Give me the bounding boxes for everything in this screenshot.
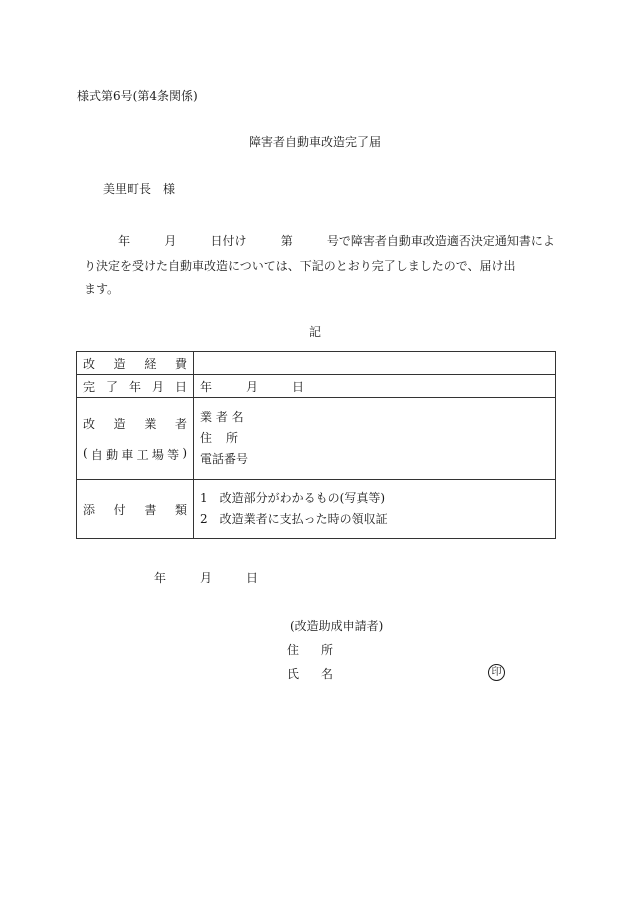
applicant-name-label [287,668,333,680]
label-char: 場 [151,447,164,462]
label-char: 等 [167,447,180,462]
notice-year: 年 [118,234,131,248]
label-char: 住 [287,643,300,657]
attachments-label [77,480,194,539]
label-char: 造 [113,416,126,431]
label-char: 所 [320,643,333,657]
table-row-cost [77,352,556,375]
table-row-contractor [77,398,556,480]
completion-year: 年 [200,379,213,394]
notice-line-3: ます。 [84,282,120,296]
notice-line-1 [84,235,555,247]
date-day: 日 [246,571,259,585]
label-char: ) [182,445,187,460]
submission-date [154,572,292,584]
ki-heading: 記 [308,325,321,339]
label-char: 氏 [287,667,300,681]
label-char: 書 [144,502,157,517]
notice-day: 日付け [210,234,247,248]
contractor-details [194,398,556,480]
label-char: 改 [83,416,96,431]
notice-month: 月 [164,234,177,248]
label-char: 名 [320,667,333,681]
label-char: 年 [128,379,141,394]
label-char: 改 [83,356,96,371]
label-char: 添 [83,502,96,517]
field-char: 所 [225,431,238,445]
label-char: 業 [144,416,157,431]
label-char: 者 [174,416,187,431]
attachment-item-1: 1 改造部分がわかるもの(写真等) [200,491,385,505]
form-number: 様式第6号(第4条関係) [77,89,198,103]
contractor-address-field [200,428,549,449]
completion-label [77,375,194,398]
contractor-name-field: 業 者 名 [200,410,244,424]
table-row-completion [77,375,556,398]
label-char: 工 [136,447,149,462]
label-char: 類 [174,502,187,517]
completion-date-value [194,375,556,398]
label-char: 日 [174,379,187,394]
applicant-address-label [287,644,333,656]
cost-label [77,352,194,375]
label-char: ( [83,445,88,460]
details-table [76,351,556,539]
label-char: 完 [83,379,96,394]
label-char: 動 [106,447,119,462]
label-char: 造 [113,356,126,371]
document-title: 障害者自動車改造完了届 [248,135,381,149]
notice-number-prefix: 第 [280,234,293,248]
label-char: 自 [90,447,103,462]
label-char: 車 [121,447,134,462]
label-char: 経 [144,356,157,371]
notice-text: 号で障害者自動車改造適否決定通知書によ [326,234,555,248]
completion-month: 月 [246,379,259,394]
label-char: 費 [174,356,187,371]
label-char: 付 [113,502,126,517]
seal-mark-icon: 印 [488,664,505,681]
contractor-phone-field: 電話番号 [200,452,249,466]
label-char: 月 [151,379,164,394]
contractor-label [77,398,194,480]
cost-value [194,352,556,375]
label-char: 了 [105,379,118,394]
addressee: 美里町長 様 [103,182,176,196]
table-row-attachments [77,480,556,539]
attachment-item-2: 2 改造業者に支払った時の領収証 [200,512,388,526]
notice-line-2: り決定を受けた自動車改造については、下記のとおり完了しましたので、届け出 [84,259,516,273]
date-month: 月 [200,571,213,585]
completion-day: 日 [292,379,305,394]
contractor-sublabel [83,446,187,463]
field-char: 住 [200,431,213,445]
date-year: 年 [154,571,167,585]
attachments-list [194,480,556,539]
applicant-heading: (改造助成申請者) [290,619,384,633]
